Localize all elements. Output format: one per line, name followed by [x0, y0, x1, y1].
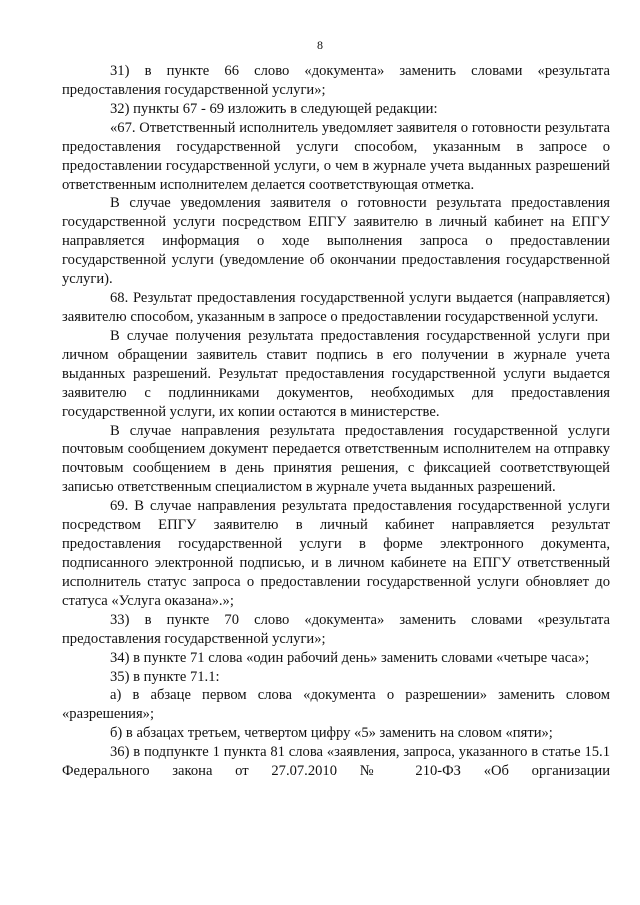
paragraph-subitem-b: б) в абзацах третьем, четвертом цифру «5» заменить на словом «пяти»; — [110, 725, 553, 742]
paragraph-item-34: 34) в пункте 71 слова «один рабочий день» заменить словами «четыре часа»; — [110, 649, 590, 666]
paragraph-point-68: 68. Результат предоставления государственной услуги выдается (направляется) заявителю способом, указанным в запросе о предоставлении государственной услуги. — [62, 290, 610, 325]
paragraph-personal-receipt: В случае получения результата предоставления государственной услуги при личном обращении заявитель ставит подпись в его получении в журнале учета выданных разрешений. Результат предоставления государственной услуги выдается заявителю с подлинниками документов, необходимых для предоставления государственной услуги, их копии остаются в министерстве. — [62, 327, 610, 420]
paragraph-item-32: 32) пункты 67 - 69 изложить в следующей редакции: — [110, 100, 438, 117]
document-body — [62, 62, 610, 781]
paragraph-point-67: «67. Ответственный исполнитель уведомляет заявителя о готовности результата предоставления государственной услуги способом, указанным в запросе о предоставлении государственной услуги, о чем в журнале учета выданных разрешений ответственным исполнителем делается соответствующая отметка. — [62, 119, 610, 193]
paragraph-epgu-notification: В случае уведомления заявителя о готовности результата предоставления государственной услуги посредством ЕПГУ заявителю в личный кабинет на ЕПГУ направляется информация о ходе выполнения запроса о предоставлении государственной услуги (уведомление об окончании предоставления государственной услуги). — [62, 195, 610, 288]
paragraph-item-36: 36) в подпункте 1 пункта 81 слова «заявления, запроса, указанного в статье 15.1 Федерального закона от 27.07.2010 № 210-ФЗ «Об организации — [62, 744, 610, 780]
paragraph-postal-delivery: В случае направления результата предоставления государственной услуги почтовым сообщением документ передается ответственным исполнителем на отправку почтовым сообщением в день принятия решения, с фиксацией соответствующей записью ответственным специалистом в журнале учета выданных разрешений. — [62, 422, 610, 496]
paragraph-item-31: 31) в пункте 66 слово «документа» заменить словами «результата предоставления государственной услуги»; — [62, 63, 610, 98]
paragraph-item-33: 33) в пункте 70 слово «документа» заменить словами «результата предоставления государственной услуги»; — [62, 611, 610, 647]
paragraph-point-69: 69. В случае направления результата предоставления государственной услуги посредством ЕПГУ заявителю в личный кабинет направляется результат предоставления государственной услуги в форме электронного документа, подписанного электронной подписью, и в личном кабинете на ЕПГУ ответственный исполнитель статус запроса о предоставлении государственной услуги обновляет до статуса «Услуга оказана».»; — [62, 498, 610, 609]
paragraph-item-35: 35) в пункте 71.1: — [110, 668, 220, 685]
paragraph-subitem-a: а) в абзаце первом слова «документа о разрешении» заменить словом «разрешения»; — [62, 687, 610, 723]
page-number: 8 — [317, 38, 323, 52]
